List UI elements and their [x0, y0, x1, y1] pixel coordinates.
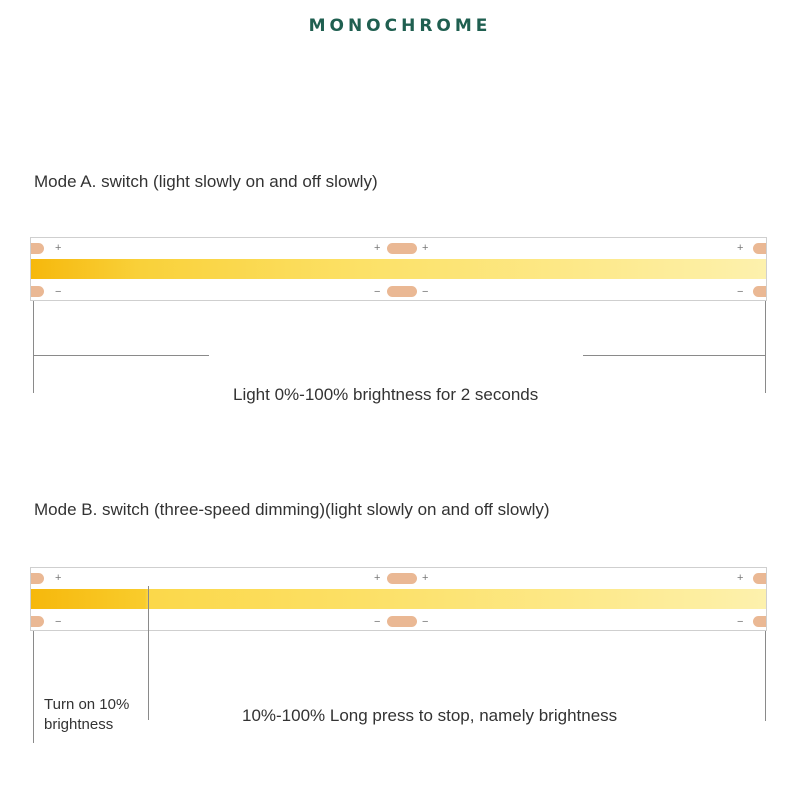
solder-pad: [753, 243, 766, 254]
mode-b-caption-left: Turn on 10% brightness: [44, 696, 130, 733]
solder-pad: [31, 243, 44, 254]
plus-sign: +: [422, 572, 429, 584]
solder-pad: [31, 573, 44, 584]
solder-pad: [753, 286, 766, 297]
mode-a-led-strip: [30, 237, 767, 301]
solder-pad: [387, 616, 417, 627]
minus-sign: −: [422, 616, 429, 628]
solder-pad: [753, 616, 766, 627]
brand-logo: MONOCHROME: [308, 16, 492, 36]
plus-sign: +: [422, 242, 429, 254]
mode-a-caption: Light 0%-100% brightness for 2 seconds: [233, 385, 539, 404]
led-light-band: [31, 589, 766, 609]
minus-sign: −: [55, 286, 62, 298]
solder-pad: [753, 573, 766, 584]
minus-sign: −: [422, 286, 429, 298]
bracket-line: [33, 301, 34, 393]
led-light-band: [31, 259, 766, 279]
minus-sign: −: [737, 286, 744, 298]
mode-a-title: Mode A. switch (light slowly on and off slowly): [34, 172, 378, 191]
plus-sign: +: [737, 242, 744, 254]
plus-sign: +: [55, 242, 62, 254]
plus-sign: +: [737, 572, 744, 584]
plus-sign: +: [374, 572, 381, 584]
solder-pad: [387, 573, 417, 584]
minus-sign: −: [374, 616, 381, 628]
minus-sign: −: [55, 616, 62, 628]
solder-pad: [31, 616, 44, 627]
bracket-line: [33, 355, 209, 356]
solder-pad: [387, 243, 417, 254]
minus-sign: −: [374, 286, 381, 298]
mode-b-led-strip: [30, 567, 767, 631]
bracket-line: [583, 355, 766, 356]
mode-b-title: Mode B. switch (three-speed dimming)(light slowly on and off slowly): [34, 500, 550, 519]
minus-sign: −: [737, 616, 744, 628]
solder-pad: [387, 286, 417, 297]
bracket-line: [33, 631, 34, 743]
solder-pad: [31, 286, 44, 297]
plus-sign: +: [55, 572, 62, 584]
plus-sign: +: [374, 242, 381, 254]
mode-b-caption-right: 10%-100% Long press to stop, namely brightness: [242, 706, 618, 725]
bracket-line: [765, 301, 766, 393]
bracket-line: [765, 631, 766, 721]
